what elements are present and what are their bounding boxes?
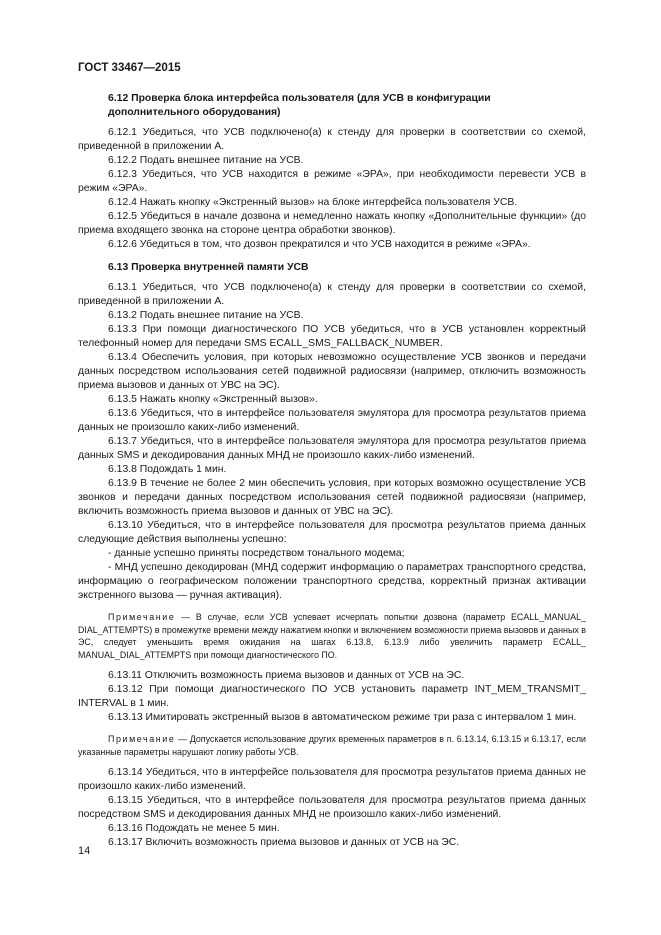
note-label: Примечание: [108, 612, 176, 622]
paragraph-6-13-8: 6.13.8 Подождать 1 мин.: [108, 464, 227, 475]
page-number: 14: [78, 845, 91, 857]
paragraph-6-13-12: 6.13.12 При помощи диагностического ПО УСВ установить параметр INT_MEM_TRANSMIT_ INTERVAL в 1 мин.: [78, 684, 586, 709]
paragraph-6-13-5: 6.13.5 Нажать кнопку «Экстренный вызов».: [108, 394, 318, 405]
paragraph-6-12-3: 6.12.3 Убедиться, что УСВ находится в режиме «ЭРА», при необходимости перевести УСВ в режим «ЭРА».: [78, 169, 586, 194]
section-title-6-12: [78, 92, 586, 120]
note-label: Примечание: [108, 734, 176, 744]
paragraph-6-13-1: 6.13.1 Убедиться, что УСВ подключено(а) к стенду для проверки в соответствии со схемой, приведенной в приложении А.: [78, 282, 586, 307]
paragraph-6-13-10: 6.13.10 Убедиться, что в интерфейсе пользователя для просмотра результатов приема данных следующие действия выполнены успешно:: [78, 520, 586, 545]
list-item-msd-decoded: - МНД успешно декодирован (МНД содержит информацию о параметрах транспортного средства, информацию о географическом положении транспортного средства, корректный признак активации экстренного вызова — ручная активация).: [78, 562, 586, 601]
paragraph-6-13-13: 6.13.13 Имитировать экстренный вызов в автоматическом режиме три раза с интервалом 1 мин.: [108, 712, 577, 723]
note-1: [78, 611, 586, 661]
paragraph-6-13-4: 6.13.4 Обеспечить условия, при которых невозможно осуществление УСВ звонков и передачи данных посредством использования сетей подвижной радиосвязи (например, отключить возможность приема вызовов и данных от УВС на ЭС).: [78, 352, 586, 391]
paragraph-6-13-2: 6.13.2 Подать внешнее питание на УСВ.: [108, 310, 304, 321]
paragraph-6-12-4: 6.12.4 Нажать кнопку «Экстренный вызов» на блоке интерфейса пользователя УСВ.: [108, 197, 518, 208]
section-title-6-12-line2: дополнительного оборудования): [108, 107, 281, 118]
paragraph-6-12-6: 6.12.6 Убедиться в том, что дозвон прекратился и что УСВ находится в режиме «ЭРА».: [108, 239, 531, 250]
note-text: — Допускается использование других временных параметров в п. 6.13.14, 6.13.15 и 6.13.17, если указанные параметры нарушают логику работы УСВ.: [78, 734, 586, 757]
paragraph-6-13-9: 6.13.9 В течение не более 2 мин обеспечить условия, при которых возможно осуществление УСВ звонков и передачи данных посредством использования сетей подвижной радиосвязи (например, включить возможность приема вызовов и данных от УВС на ЭС).: [78, 478, 586, 517]
note-text: — В случае, если УСВ успевает исчерпать попытки дозвона (параметр ECALL_MANUAL_ DIAL_ATTEMPTS) в промежутке времени между нажатием кнопки и включением возможности приема вызовов и данных в ЭС, следует уменьшить время ожидания на шагах 6.13.8, 6.13.9 либо увеличить параметр ECALL_ MANUAL_DIAL_ATTEMPTS при помощи диагностического ПО.: [78, 612, 586, 660]
note-2: [78, 733, 586, 758]
paragraph-6-13-15: 6.13.15 Убедиться, что в интерфейсе пользователя для просмотра результатов приема данных посредством SMS и декодирования данных МНД не произошло каких-либо изменений.: [78, 795, 586, 820]
document-header: ГОСТ 33467—2015: [78, 62, 181, 74]
paragraph-6-12-5: 6.12.5 Убедиться в начале дозвона и немедленно нажать кнопку «Дополнительные функции» (до приема входящего звонка на стороне центра обработки звонков).: [78, 211, 586, 236]
section-title-6-13: 6.13 Проверка внутренней памяти УСВ: [108, 262, 309, 273]
list-item-data-received: - данные успешно приняты посредством тонального модема;: [108, 548, 405, 559]
paragraph-6-13-6: 6.13.6 Убедиться, что в интерфейсе пользователя эмулятора для просмотра результатов приема данных не произошло каких-либо изменений.: [78, 408, 586, 433]
paragraph-6-13-7: 6.13.7 Убедиться, что в интерфейсе пользователя эмулятора для просмотра результатов приема данных SMS и декодирования данных МНД не произошло каких-либо изменений.: [78, 436, 586, 461]
paragraph-6-13-17: 6.13.17 Включить возможность приема вызовов и данных от УСВ на ЭС.: [108, 837, 460, 848]
paragraph-6-12-1: 6.12.1 Убедиться, что УСВ подключено(а) к стенду для проверки в соответствии со схемой, приведенной в приложении А.: [78, 127, 586, 152]
paragraph-6-13-16: 6.13.16 Подождать не менее 5 мин.: [108, 823, 280, 834]
paragraph-6-13-14: 6.13.14 Убедиться, что в интерфейсе пользователя для просмотра результатов приема данных не произошло каких-либо изменений.: [78, 767, 586, 792]
paragraph-6-13-11: 6.13.11 Отключить возможность приема вызовов и данных от УСВ на ЭС.: [108, 670, 465, 681]
paragraph-6-12-2: 6.12.2 Подать внешнее питание на УСВ.: [108, 155, 304, 166]
section-title-6-12-line1: 6.12 Проверка блока интерфейса пользователя (для УСВ в конфигурации: [108, 93, 491, 104]
paragraph-6-13-3: 6.13.3 При помощи диагностического ПО УСВ убедиться, что в УСВ установлен корректный телефонный номер для передачи SMS ECALL_SMS_FALLBACK_NUMBER.: [78, 324, 586, 349]
document-body: [78, 92, 586, 850]
